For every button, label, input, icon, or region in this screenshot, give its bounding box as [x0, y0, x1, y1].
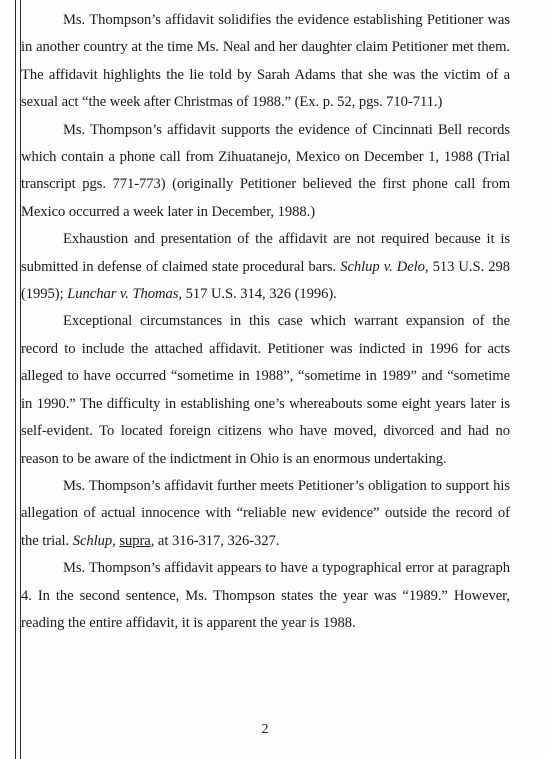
case-citation-schlup: Schlup [72, 532, 113, 549]
paragraph-1-text: Ms. Thompson’s affidavit solidifies the evidence establishing Petitioner was in another country at the time Ms. Neal and her daughter claim Petitioner met them. The affidavit highlights the lie told by Sarah Adams that she was the victim of a sexual act “the week after Christmas of 1988.” (Ex. p. 52, pgs. 710-711.) [21, 12, 510, 111]
page-number: 2 [261, 722, 269, 737]
paragraph-5-comma: , [112, 532, 120, 549]
left-margin-rule [15, 0, 16, 759]
paragraph-3 [21, 226, 510, 308]
paragraph-6-text: Ms. Thompson’s affidavit appears to have a typographical error at paragraph 4. In the second sentence, Ms. Thompson states the year was “1989.” However, reading the entire affidavit, it is apparent the year is 1988. [21, 560, 510, 631]
paragraph-4-text: Exceptional circumstances in this case which warrant expansion of the record to include the attached affidavit. Petitioner was indicted in 1996 for acts alleged to have occurred “sometime in 1988”, “sometime in 1989” and “sometime in 1990.” The difficulty in establishing one’s whereabouts some eight years later is self-evident. To located foreign citizens who have moved, divorced and had no reason to be aware of the indictment in Ohio is an enormous undertaking. [21, 313, 510, 467]
paragraph-3-text: Exhaustion and presentation of the affidavit are not required because it is submitted in defense of claimed state procedural bars. [21, 231, 510, 275]
paragraph-5-text-end: , at 316-317, 326-327. [150, 532, 280, 549]
paragraph-2-text: Ms. Thompson’s affidavit supports the evidence of Cincinnati Bell records which contain a phone call from Zihuatanejo, Mexico on December 1, 1988 (Trial transcript pgs. 771-773) (originally Petitioner believed the first phone call from Mexico occurred a week later in December, 1988.) [21, 121, 510, 220]
paragraph-5 [21, 473, 510, 555]
paragraph-3-text-middle: , 513 U.S. 298 (1995); [21, 258, 510, 303]
paragraph-2 [21, 117, 510, 227]
paragraph-6 [21, 555, 510, 637]
case-citation-schlup-v-delo: Schlup v. Delo [340, 258, 425, 275]
case-citation-lunchar-v-thomas: Lunchar v. Thomas [67, 286, 179, 303]
document-body [21, 7, 510, 637]
paragraph-4 [21, 308, 510, 472]
supra-reference: supra [119, 532, 151, 549]
paragraph-5-text: Ms. Thompson’s affidavit further meets Petitioner’s obligation to support his allegation of actual innocence with “reliable new evidence” outside the record of the trial. [21, 477, 510, 549]
paragraph-3-text-end: , 517 U.S. 314, 326 (1996). [178, 286, 337, 303]
paragraph-1 [21, 7, 510, 117]
